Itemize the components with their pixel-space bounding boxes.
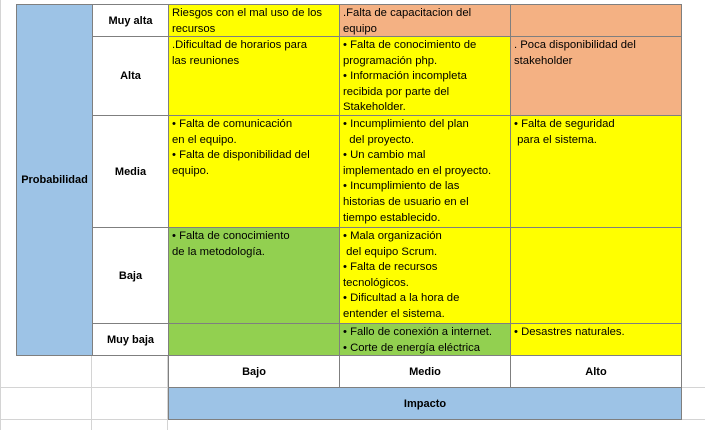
cell-line: • Fallo de conexión a internet. [343, 326, 493, 338]
column-label-alto: Alto [510, 355, 682, 388]
cell-alta-alto [510, 36, 682, 116]
cell-alta-medio [339, 36, 511, 116]
cell-muy-baja-medio [339, 323, 511, 356]
cell-muy-baja-bajo [168, 323, 340, 356]
cell-line: tiempo establecido. [343, 211, 441, 224]
cell-line: . Poca disponibilidad del [514, 39, 636, 51]
cell-line: • Falta de conocimiento [172, 230, 290, 242]
cell-line: • Un cambio mal [343, 149, 426, 162]
cell-line: del proyecto. [343, 133, 414, 146]
column-label-bajo: Bajo [168, 355, 340, 388]
cell-muy-alta-medio [339, 4, 511, 37]
row-label-muy-alta: Muy alta [92, 4, 169, 37]
cell-alta-bajo [168, 36, 340, 116]
impact-axis-label: Impacto [168, 387, 682, 420]
row-label-muy-baja: Muy baja [92, 323, 169, 356]
cell-line: • Mala organización [343, 230, 442, 242]
cell-baja-medio [339, 227, 511, 324]
cell-line: para el sistema. [514, 133, 597, 146]
gridline [0, 0, 1, 430]
cell-line: las reuniones [172, 54, 240, 67]
cell-line: • Incumplimiento de las [343, 180, 460, 193]
column-label-medio: Medio [339, 355, 511, 388]
cell-baja-alto [510, 227, 682, 324]
cell-line: del equipo Scrum. [343, 245, 438, 258]
cell-line: equipo [343, 22, 377, 35]
cell-line: implementado en el proyecto. [343, 164, 492, 177]
cell-media-alto [510, 115, 682, 228]
probability-axis-label: Probabilidad [16, 4, 93, 356]
cell-line: Stakeholder. [343, 101, 406, 114]
cell-line: • Falta de seguridad [514, 118, 615, 130]
cell-line: • Falta de recursos [343, 261, 438, 274]
cell-line: historias de usuario en el [343, 195, 469, 208]
cell-line: programación php. [343, 54, 438, 67]
cell-line: Riesgos con el mal uso de los [172, 7, 323, 19]
cell-media-medio [339, 115, 511, 228]
cell-line: .Dificultad de horarios para [172, 39, 308, 51]
cell-line: en el equipo. [172, 133, 237, 146]
cell-line: equipo. [172, 164, 210, 177]
cell-line: • Falta de disponibilidad del [172, 149, 310, 162]
cell-line: • Falta de comunicación [172, 118, 293, 130]
cell-muy-alta-alto [510, 4, 682, 37]
cell-line: stakeholder [514, 54, 573, 67]
cell-line: .Falta de capacitacion del [343, 7, 472, 19]
cell-line: • Información incompleta [343, 70, 467, 83]
cell-muy-baja-alto [510, 323, 682, 356]
cell-line: tecnológicos. [343, 276, 409, 289]
cell-baja-bajo [168, 227, 340, 324]
row-label-alta: Alta [92, 36, 169, 116]
cell-line: • Dificultad a la hora de [343, 292, 460, 305]
cell-line: • Falta de conocimiento de [343, 39, 477, 51]
row-label-media: Media [92, 115, 169, 228]
cell-line: recibida por parte del [343, 85, 450, 98]
cell-media-bajo [168, 115, 340, 228]
row-label-baja: Baja [92, 227, 169, 324]
cell-line: • Corte de energía eléctrica [343, 341, 481, 354]
cell-line: entender el sistema. [343, 307, 445, 320]
cell-line: • Desastres naturales. [514, 326, 625, 338]
cell-line: • Incumplimiento del plan [343, 118, 469, 130]
cell-line: recursos [172, 22, 216, 35]
cell-line: de la metodología. [172, 245, 265, 258]
cell-muy-alta-bajo [168, 4, 340, 37]
